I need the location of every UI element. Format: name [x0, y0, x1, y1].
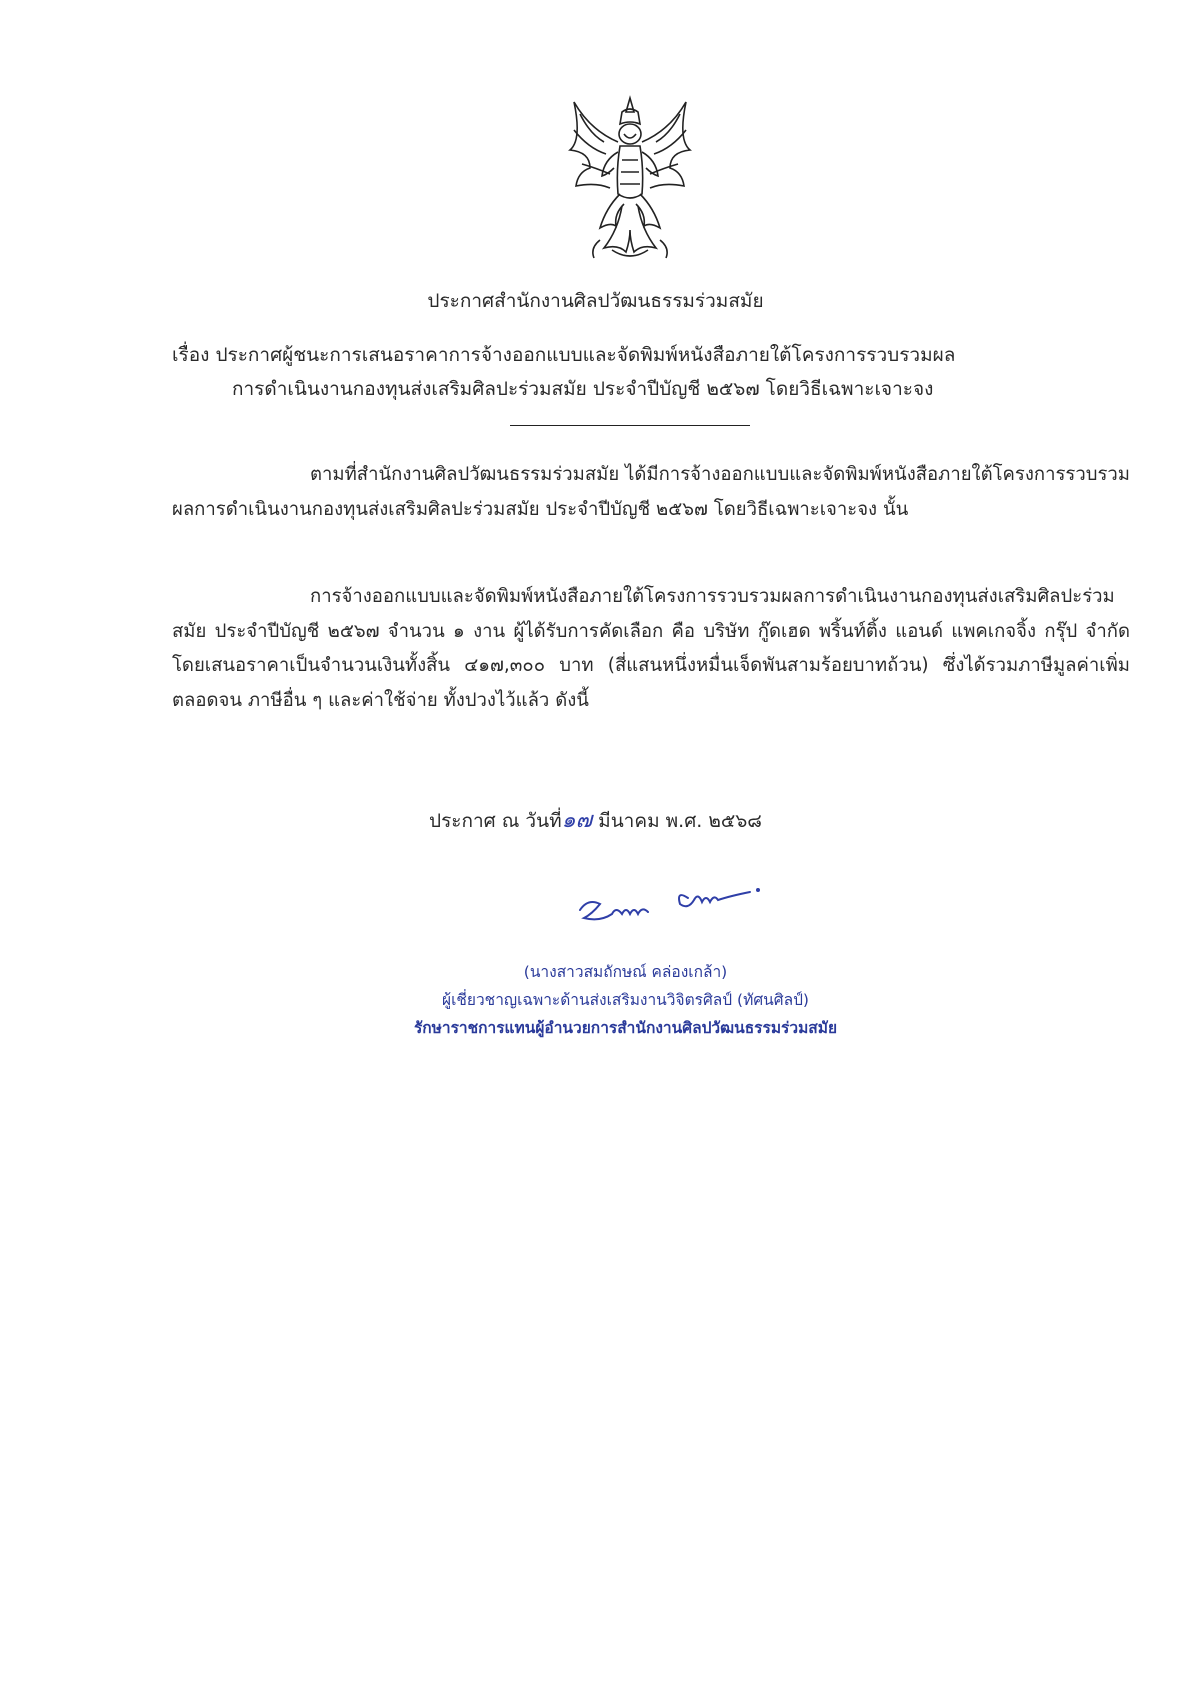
body-paragraph-2 — [172, 580, 1130, 718]
signer-position-2: รักษาราชการแทนผู้อำนวยการสำนักงานศิลปวัฒนธรรมร่วมสมัย — [413, 1019, 838, 1037]
announcement-date — [0, 802, 1191, 837]
subject-line-2: การดำเนินงานกองทุนส่งเสริมศิลปะร่วมสมัย ประจำปีบัญชี ๒๕๖๗ โดยวิธีเฉพาะเจาะจง — [232, 378, 934, 400]
signer-position-1: ผู้เชี่ยวชาญเฉพาะด้านส่งเสริมงานวิจิตรศิลป์ (ทัศนศิลป์) — [442, 991, 809, 1009]
signer-block — [0, 958, 1191, 1042]
paragraph-1-text: ตามที่สำนักงานศิลปวัฒนธรรมร่วมสมัย ได้มีการจ้างออกแบบและจัดพิมพ์หนังสือภายใต้โครงการรวบรวมผลการดำเนินงานกองทุนส่งเสริมศิลปะร่วมสมัย ประจำปีบัญชี ๒๕๖๗ โดยวิธีเฉพาะเจาะจง นั้น — [172, 464, 1130, 520]
handwritten-signature — [570, 870, 810, 930]
subject-line-1 — [172, 338, 1112, 372]
date-day-handwritten: ๑๗ — [561, 808, 593, 833]
subject-block — [172, 338, 1112, 406]
garuda-emblem-icon — [560, 90, 700, 270]
body-paragraph-1 — [172, 458, 1130, 527]
date-prefix: ประกาศ ณ วันที่ — [429, 810, 562, 832]
divider-rule — [510, 425, 750, 426]
date-suffix: มีนาคม พ.ศ. ๒๕๖๘ — [598, 810, 762, 832]
document-heading: ประกาศสำนักงานศิลปวัฒนธรรมร่วมสมัย — [427, 290, 764, 312]
subject-prefix: เรื่อง — [172, 344, 210, 366]
signer-name: (นางสาวสมถักษณ์ คล่องเกล้า) — [523, 963, 728, 981]
paragraph-2-text: การจ้างออกแบบและจัดพิมพ์หนังสือภายใต้โครงการรวบรวมผลการดำเนินงานกองทุนส่งเสริมศิลปะร่วมสมัย ประจำปีบัญชี ๒๕๖๗ จำนวน ๑ งาน ผู้ได้รับการคัดเลือก คือ บริษัท กู๊ดเฮด พริ้นท์ติ้ง แอนด์ แพคเกจจิ้ง กรุ๊ป จำกัด โดยเสนอราคาเป็นจำนวนเงินทั้งสิ้น ๔๑๗,๓๐๐ บาท (สี่แสนหนึ่งหมื่นเจ็ดพันสามร้อยบาทถ้วน) ซึ่งได้รวมภาษีมูลค่าเพิ่มตลอดจน ภาษีอื่น ๆ และค่าใช้จ่าย ทั้งปวงไว้แล้ว ดังนี้ — [172, 586, 1130, 711]
subject-text-1: ประกาศผู้ชนะการเสนอราคาการจ้างออกแบบและจัดพิมพ์หนังสือภายใต้โครงการรวบรวมผล — [215, 344, 956, 366]
